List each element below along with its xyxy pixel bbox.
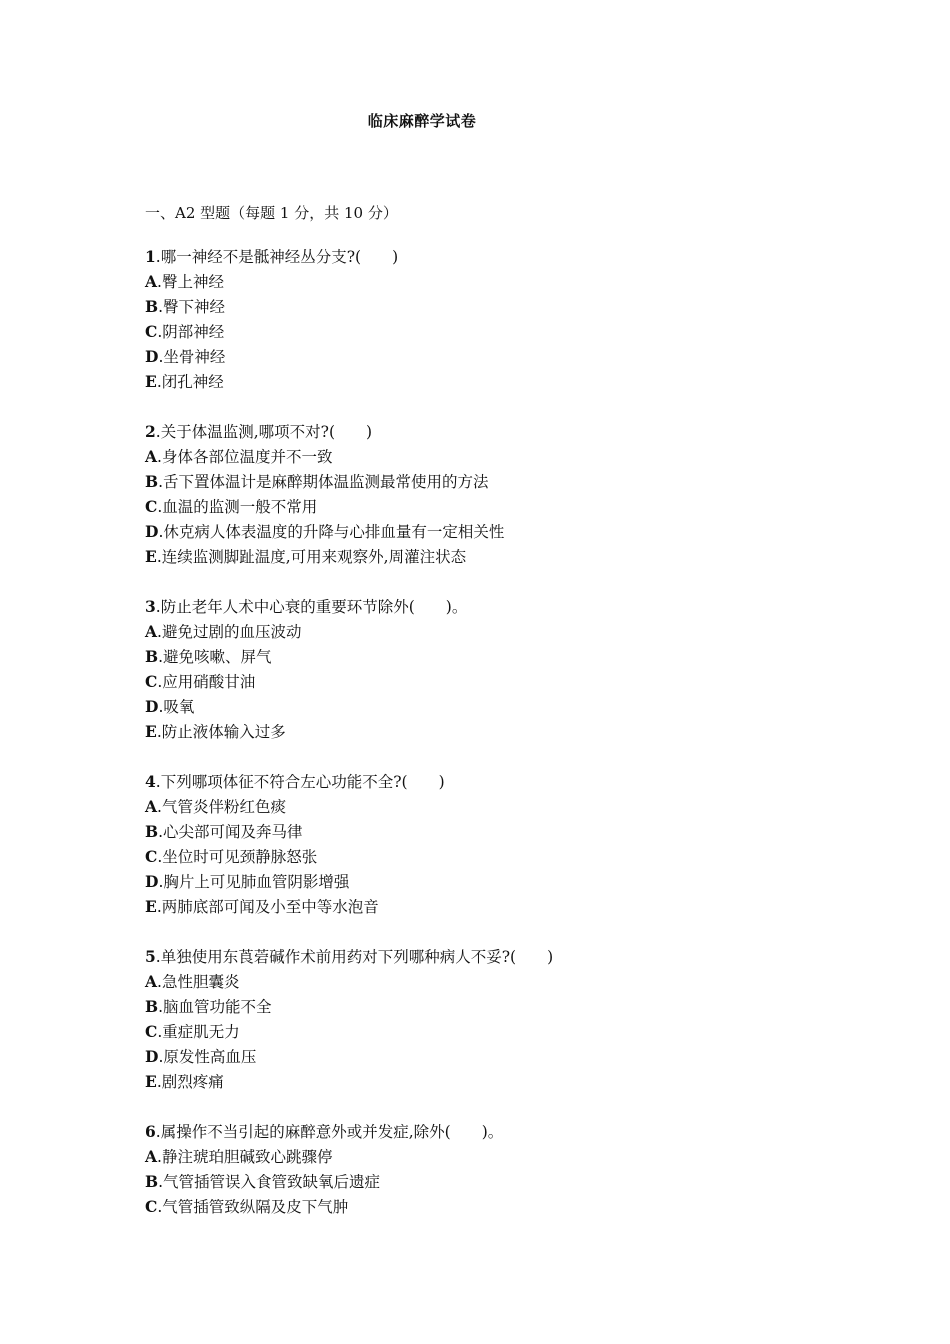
option-letter: C bbox=[145, 1197, 158, 1216]
question-stem bbox=[145, 944, 845, 969]
option bbox=[145, 1044, 845, 1069]
option-text: .静注琥珀胆碱致心跳骤停 bbox=[157, 1148, 333, 1166]
option bbox=[145, 844, 845, 869]
question-text: .属操作不当引起的麻醉意外或并发症,除外( )。 bbox=[155, 1123, 504, 1141]
option-letter: C bbox=[145, 1022, 158, 1041]
option-letter: D bbox=[145, 1047, 159, 1066]
option bbox=[145, 1194, 845, 1219]
option bbox=[145, 1169, 845, 1194]
option-text: .气管插管误入食管致缺氧后遗症 bbox=[158, 1173, 381, 1191]
option-text: .身体各部位温度并不一致 bbox=[157, 448, 333, 466]
option-letter: A bbox=[145, 622, 158, 641]
option bbox=[145, 294, 845, 319]
option-text: .气管插管致纵隔及皮下气肿 bbox=[157, 1198, 349, 1216]
option-letter: D bbox=[145, 522, 159, 541]
option-text: .臀下神经 bbox=[158, 298, 226, 316]
question-text: .哪一神经不是骶神经丛分支?( ) bbox=[155, 248, 399, 266]
question-number: 2 bbox=[145, 422, 156, 441]
option-letter: E bbox=[145, 1072, 157, 1091]
option-text: .吸氧 bbox=[158, 698, 195, 716]
option bbox=[145, 319, 845, 344]
question-number: 1 bbox=[145, 247, 156, 266]
option-letter: C bbox=[145, 672, 158, 691]
option-text: .坐骨神经 bbox=[158, 348, 226, 366]
option-letter: E bbox=[145, 722, 157, 741]
option-letter: A bbox=[145, 272, 158, 291]
option bbox=[145, 469, 845, 494]
option bbox=[145, 694, 845, 719]
option-text: .原发性高血压 bbox=[158, 1048, 257, 1066]
option bbox=[145, 669, 845, 694]
option bbox=[145, 819, 845, 844]
question-number: 5 bbox=[145, 947, 156, 966]
option-text: .臀上神经 bbox=[157, 273, 224, 291]
option-text: .坐位时可见颈静脉怒张 bbox=[157, 848, 318, 866]
option-text: .两肺底部可闻及小至中等水泡音 bbox=[156, 898, 379, 916]
option-text: .重症肌无力 bbox=[157, 1023, 240, 1041]
question-stem bbox=[145, 1119, 845, 1144]
option-text: .避免过剧的血压波动 bbox=[157, 623, 302, 641]
section-heading: 一、A2 型题（每题 1 分，共 10 分） bbox=[145, 204, 398, 222]
option-letter: A bbox=[145, 972, 158, 991]
option-letter: B bbox=[145, 997, 159, 1016]
option-text: .避免咳嗽、屏气 bbox=[158, 648, 272, 666]
question-6 bbox=[145, 1119, 845, 1219]
option-text: .心尖部可闻及奔马律 bbox=[158, 823, 303, 841]
option bbox=[145, 869, 845, 894]
option bbox=[145, 894, 845, 919]
option-letter: D bbox=[145, 697, 159, 716]
question-number: 3 bbox=[145, 597, 156, 616]
question-text: .单独使用东莨菪碱作术前用药对下列哪种病人不妥?( ) bbox=[155, 948, 554, 966]
question-text: .防止老年人术中心衰的重要环节除外( )。 bbox=[155, 598, 468, 616]
option-letter: E bbox=[145, 897, 157, 916]
option-letter: E bbox=[145, 547, 157, 566]
question-number: 6 bbox=[145, 1122, 156, 1141]
option-text: .剧烈疼痛 bbox=[156, 1073, 224, 1091]
option-letter: E bbox=[145, 372, 157, 391]
option-text: .休克病人体表温度的升降与心排血量有一定相关性 bbox=[158, 523, 505, 541]
question-stem bbox=[145, 594, 845, 619]
option bbox=[145, 794, 845, 819]
option-letter: B bbox=[145, 472, 159, 491]
option bbox=[145, 269, 845, 294]
question-3 bbox=[145, 594, 845, 744]
option bbox=[145, 1069, 845, 1094]
option-text: .防止液体输入过多 bbox=[156, 723, 286, 741]
question-list bbox=[145, 244, 845, 1244]
option-text: .连续监测脚趾温度,可用来观察外,周灌注状态 bbox=[156, 548, 467, 566]
option-letter: D bbox=[145, 872, 159, 891]
question-stem bbox=[145, 769, 845, 794]
option-text: .舌下置体温计是麻醉期体温监测最常使用的方法 bbox=[158, 473, 489, 491]
option bbox=[145, 444, 845, 469]
option bbox=[145, 519, 845, 544]
question-number: 4 bbox=[145, 772, 156, 791]
option bbox=[145, 544, 845, 569]
option bbox=[145, 369, 845, 394]
question-5 bbox=[145, 944, 845, 1094]
option-text: .应用硝酸甘油 bbox=[157, 673, 256, 691]
option bbox=[145, 994, 845, 1019]
option-letter: C bbox=[145, 497, 158, 516]
option-letter: A bbox=[145, 797, 158, 816]
question-text: .关于体温监测,哪项不对?( ) bbox=[155, 423, 373, 441]
option-text: .闭孔神经 bbox=[156, 373, 224, 391]
option-text: .阴部神经 bbox=[157, 323, 225, 341]
document-title: 临床麻醉学试卷 bbox=[367, 112, 477, 130]
option-letter: B bbox=[145, 1172, 159, 1191]
option bbox=[145, 969, 845, 994]
option-text: .胸片上可见肺血管阴影增强 bbox=[158, 873, 350, 891]
question-4 bbox=[145, 769, 845, 919]
question-2 bbox=[145, 419, 845, 569]
option-letter: A bbox=[145, 1147, 158, 1166]
option-letter: A bbox=[145, 447, 158, 466]
question-stem bbox=[145, 419, 845, 444]
option bbox=[145, 619, 845, 644]
option bbox=[145, 644, 845, 669]
option-text: .血温的监测一般不常用 bbox=[157, 498, 318, 516]
option bbox=[145, 494, 845, 519]
option-letter: B bbox=[145, 647, 159, 666]
option-letter: B bbox=[145, 822, 159, 841]
question-1 bbox=[145, 244, 845, 394]
option-text: .气管炎伴粉红色痰 bbox=[157, 798, 286, 816]
option bbox=[145, 719, 845, 744]
option bbox=[145, 1144, 845, 1169]
option-text: .脑血管功能不全 bbox=[158, 998, 272, 1016]
option-text: .急性胆囊炎 bbox=[157, 973, 240, 991]
option bbox=[145, 1019, 845, 1044]
question-stem bbox=[145, 244, 845, 269]
option-letter: B bbox=[145, 297, 159, 316]
option-letter: C bbox=[145, 322, 158, 341]
question-text: .下列哪项体征不符合左心功能不全?( ) bbox=[155, 773, 445, 791]
option bbox=[145, 344, 845, 369]
option-letter: C bbox=[145, 847, 158, 866]
option-letter: D bbox=[145, 347, 159, 366]
